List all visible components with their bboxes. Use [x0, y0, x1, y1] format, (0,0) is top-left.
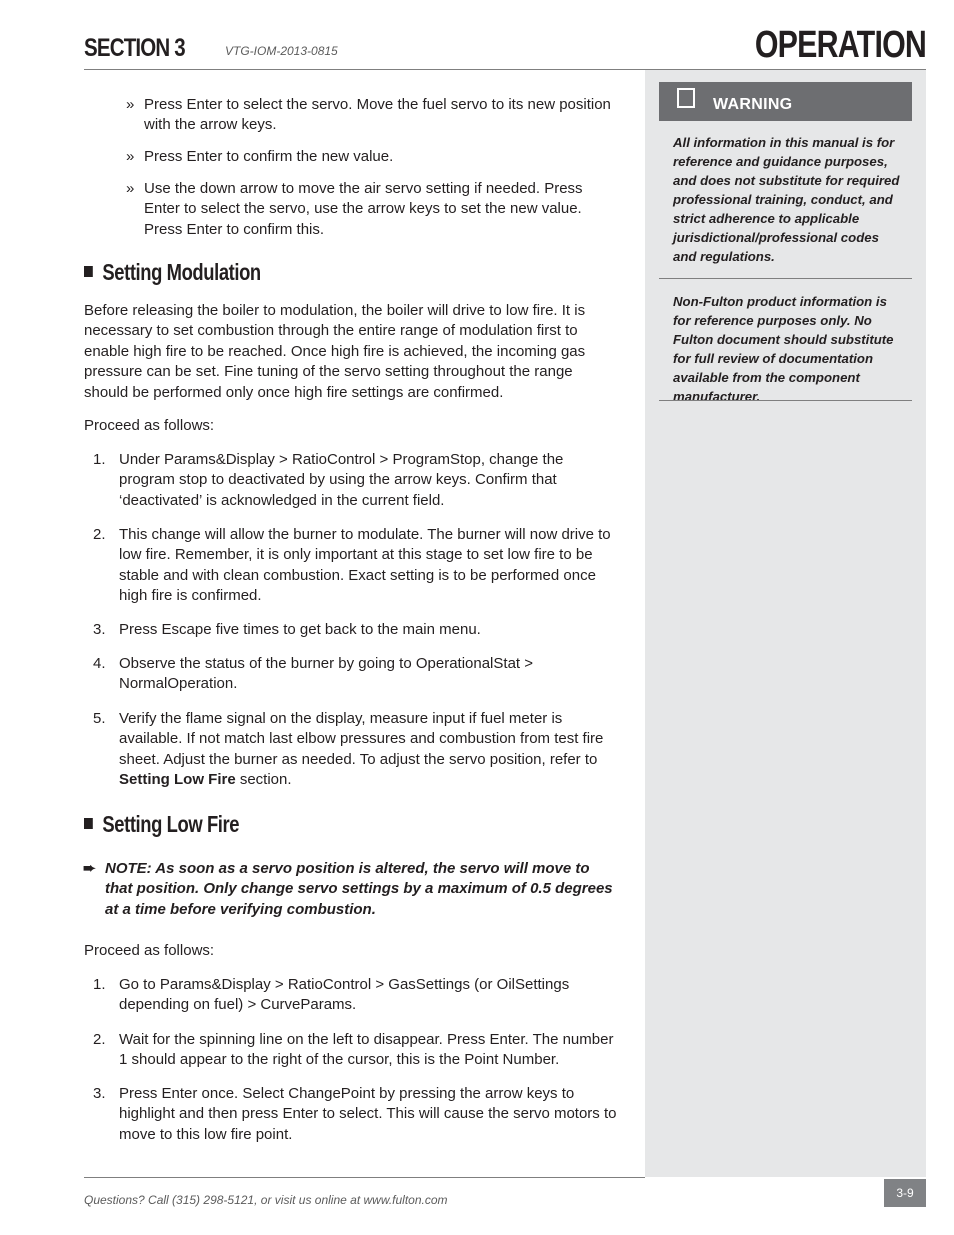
sub-step-text: Press Enter to select the servo. Move the fuel servo to its new position with the arrow keys. — [144, 96, 611, 134]
list-item-text: Observe the status of the burner by going to OperationalStat > NormalOperation. — [119, 655, 534, 693]
sidebar-panel — [645, 70, 926, 1177]
chevron-bullet-icon: » — [126, 148, 135, 165]
list-number: 2. — [93, 1031, 106, 1048]
warning-label: WARNING — [713, 96, 793, 113]
list-item — [93, 525, 619, 607]
warning-text: All information in this manual is for reference and guidance purposes, and does not substitute for required professional training, conduct, and strict adherence to applicable jurisdictional/professional codes and regulations. — [673, 135, 900, 264]
list-item-text: Under Params&Display > RatioControl > ProgramStop, change the program stop to deactivated by using the arrow keys. Confirm that ‘deactivated’ is acknowledged in the current field. — [119, 451, 564, 509]
document-code: VTG-IOM-2013-0815 — [225, 44, 338, 58]
proceed-text: Proceed as follows: — [84, 417, 215, 434]
sidebar-divider — [659, 278, 912, 279]
list-item-text: Go to Params&Display > RatioControl > GasSettings (or OilSettings depending on fuel) > CurveParams. — [119, 976, 570, 1014]
list-item-text: Verify the flame signal on the display, measure input if fuel meter is available. If not match last elbow pressures and combustion from test fire sheet. Adjust the burner as needed. To adjust the servo position, refer to — [119, 710, 604, 768]
page-header — [84, 24, 926, 70]
list-number: 5. — [93, 710, 106, 727]
square-bullet-icon — [84, 818, 93, 829]
section-label: SECTION 3 — [84, 34, 185, 62]
list-number: 3. — [93, 1085, 106, 1102]
list-number: 1. — [93, 976, 106, 993]
list-number: 2. — [93, 526, 106, 543]
footer-contact: Questions? Call (315) 298-5121, or visit us online at www.fulton.com — [84, 1193, 448, 1207]
heading-text: Setting Modulation — [102, 259, 261, 285]
list-item-text: section. — [235, 771, 292, 789]
list-item — [93, 975, 619, 1016]
sidebar-divider — [659, 400, 912, 401]
warning-checkbox-icon — [677, 88, 695, 108]
list-item-text: This change will allow the burner to modulate. The burner will now drive to low fire. Remember, it is only important at this stage to set low fire to be stable and with clean combustion. Exact setting is to be performed once high fire is confirmed. — [119, 526, 611, 605]
list-item-text: Wait for the spinning line on the left to disappear. Press Enter. The number 1 should appear to the right of the cursor, this is the Point Number. — [119, 1031, 614, 1069]
list-item-text: Press Enter once. Select ChangePoint by pressing the arrow keys to highlight and then press Enter to select. This will cause the servo motors to move to this low fire point. — [119, 1085, 617, 1143]
note-text: NOTE: As soon as a servo position is altered, the servo will move to that position. Only change servo settings by a maximum of 0.5 degrees at a time before verifying combustion. — [105, 860, 613, 918]
list-item — [93, 450, 619, 511]
list-item — [93, 654, 619, 695]
warning-header — [659, 82, 912, 121]
nonfulton-text: Non-Fulton product information is for reference purposes only. No Fulton document should substitute for full review of documentation available from the component manufacturer. — [673, 294, 894, 404]
chapter-title: OPERATION — [754, 24, 926, 66]
sub-step-text: Press Enter to confirm the new value. — [144, 148, 394, 165]
section-heading — [84, 811, 240, 837]
list-item — [93, 1084, 619, 1145]
list-item — [93, 1030, 619, 1071]
paragraph: Before releasing the boiler to modulation, the boiler will drive to low fire. It is necessary to set combustion through the entire range of modulation first to enable high fire to be reached. Once high fire is achieved, the incoming gas pressure can be set. Fine tuning of the servo setting throughout the range should be performed only once high fire settings are confirmed. — [84, 302, 586, 401]
arrow-right-icon: ➨ — [83, 860, 96, 877]
sub-step — [126, 147, 614, 167]
list-number: 3. — [93, 621, 106, 638]
footer-divider — [84, 1177, 645, 1178]
sub-step-text: Use the down arrow to move the air servo setting if needed. Press Enter to select the servo, use the arrow keys to set the new value. Press Enter to confirm this. — [144, 180, 583, 238]
note-block — [83, 859, 620, 920]
list-item-text: Press Escape five times to get back to the main menu. — [119, 621, 481, 638]
list-item — [93, 620, 619, 640]
square-bullet-icon — [84, 266, 93, 277]
chevron-bullet-icon: » — [126, 96, 135, 113]
sub-step — [126, 179, 614, 240]
list-number: 4. — [93, 655, 106, 672]
proceed-text: Proceed as follows: — [84, 942, 215, 959]
section-heading — [84, 259, 261, 285]
chevron-bullet-icon: » — [126, 180, 135, 197]
page-number: 3-9 — [884, 1179, 926, 1207]
sub-step — [126, 95, 614, 136]
list-number: 1. — [93, 451, 106, 468]
heading-text: Setting Low Fire — [102, 811, 240, 837]
cross-reference: Setting Low Fire — [119, 771, 236, 789]
list-item — [93, 709, 619, 791]
